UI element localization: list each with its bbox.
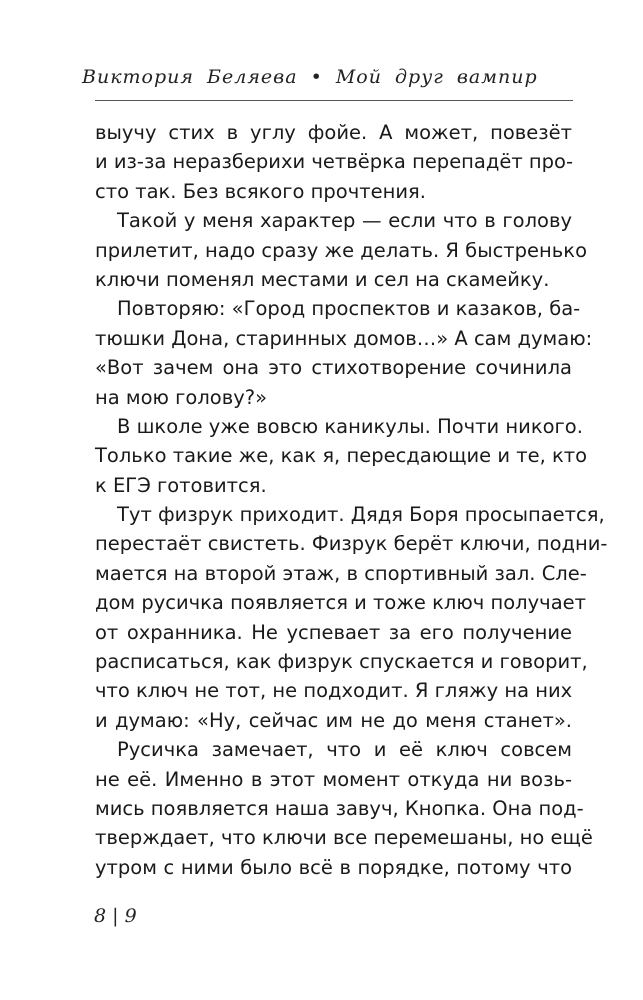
text-line: от охранника. Не успевает за его получение — [95, 620, 572, 644]
text-line: что ключ не тот, не подходит. Я гляжу на них — [95, 679, 573, 703]
text-line: ключи поменял местами и сел на скамейку. — [95, 267, 550, 291]
text-line: перестаёт свистеть. Физрук берёт ключи, подни- — [95, 532, 608, 556]
text-line: Тут физрук приходит. Дядя Боря просыпается, — [117, 503, 605, 527]
text-line: В школе уже вовсю каникулы. Почти никого. — [117, 414, 583, 438]
text-line: мается на второй этаж, в спортивный зал. Сле- — [95, 561, 587, 585]
text-line: мись появляется наша завуч, Кнопка. Она под- — [95, 796, 584, 820]
text-line: на мою голову?» — [95, 385, 268, 409]
body-text — [95, 118, 608, 882]
text-line: к ЕГЭ готовится. — [95, 473, 267, 497]
text-line: Повторяю: «Город проспектов и казаков, ба- — [117, 297, 581, 321]
text-line: «Вот зачем она это стихотворение сочинила — [95, 356, 572, 380]
text-line: и думаю: «Ну, сейчас им не до меня станет». — [95, 708, 572, 732]
text-line: не её. Именно в этот момент откуда ни возь- — [95, 767, 572, 791]
text-line: утром с ними было всё в порядке, потому что — [95, 855, 572, 879]
running-header: Виктория Беляева • Мой друг вампир — [82, 66, 538, 88]
header-rule — [95, 100, 573, 101]
text-line: выучу стих в углу фойе. А может, повезёт — [95, 121, 572, 144]
text-line: и из-за неразберихи четвёрка перепадёт про- — [95, 150, 574, 174]
page-numbers: 8 | 9 — [94, 905, 137, 927]
text-line: Только такие же, как я, пересдающие и те, кто — [95, 444, 588, 468]
text-line: тюшки Дона, старинных домов…» А сам думаю: — [95, 326, 593, 350]
text-line: расписаться, как физрук спускается и говорит, — [95, 650, 588, 674]
text-line: прилетит, надо сразу же делать. Я быстренько — [95, 238, 587, 262]
text-line: дом русичка появляется и тоже ключ получает — [95, 591, 586, 615]
text-line: Русичка замечает, что и её ключ совсем — [117, 738, 572, 762]
text-line: сто так. Без всякого прочтения. — [95, 179, 426, 203]
text-line: Такой у меня характер — если что в голову — [117, 209, 572, 233]
text-line: тверждает, что ключи все перемешаны, но ещё — [95, 826, 593, 850]
